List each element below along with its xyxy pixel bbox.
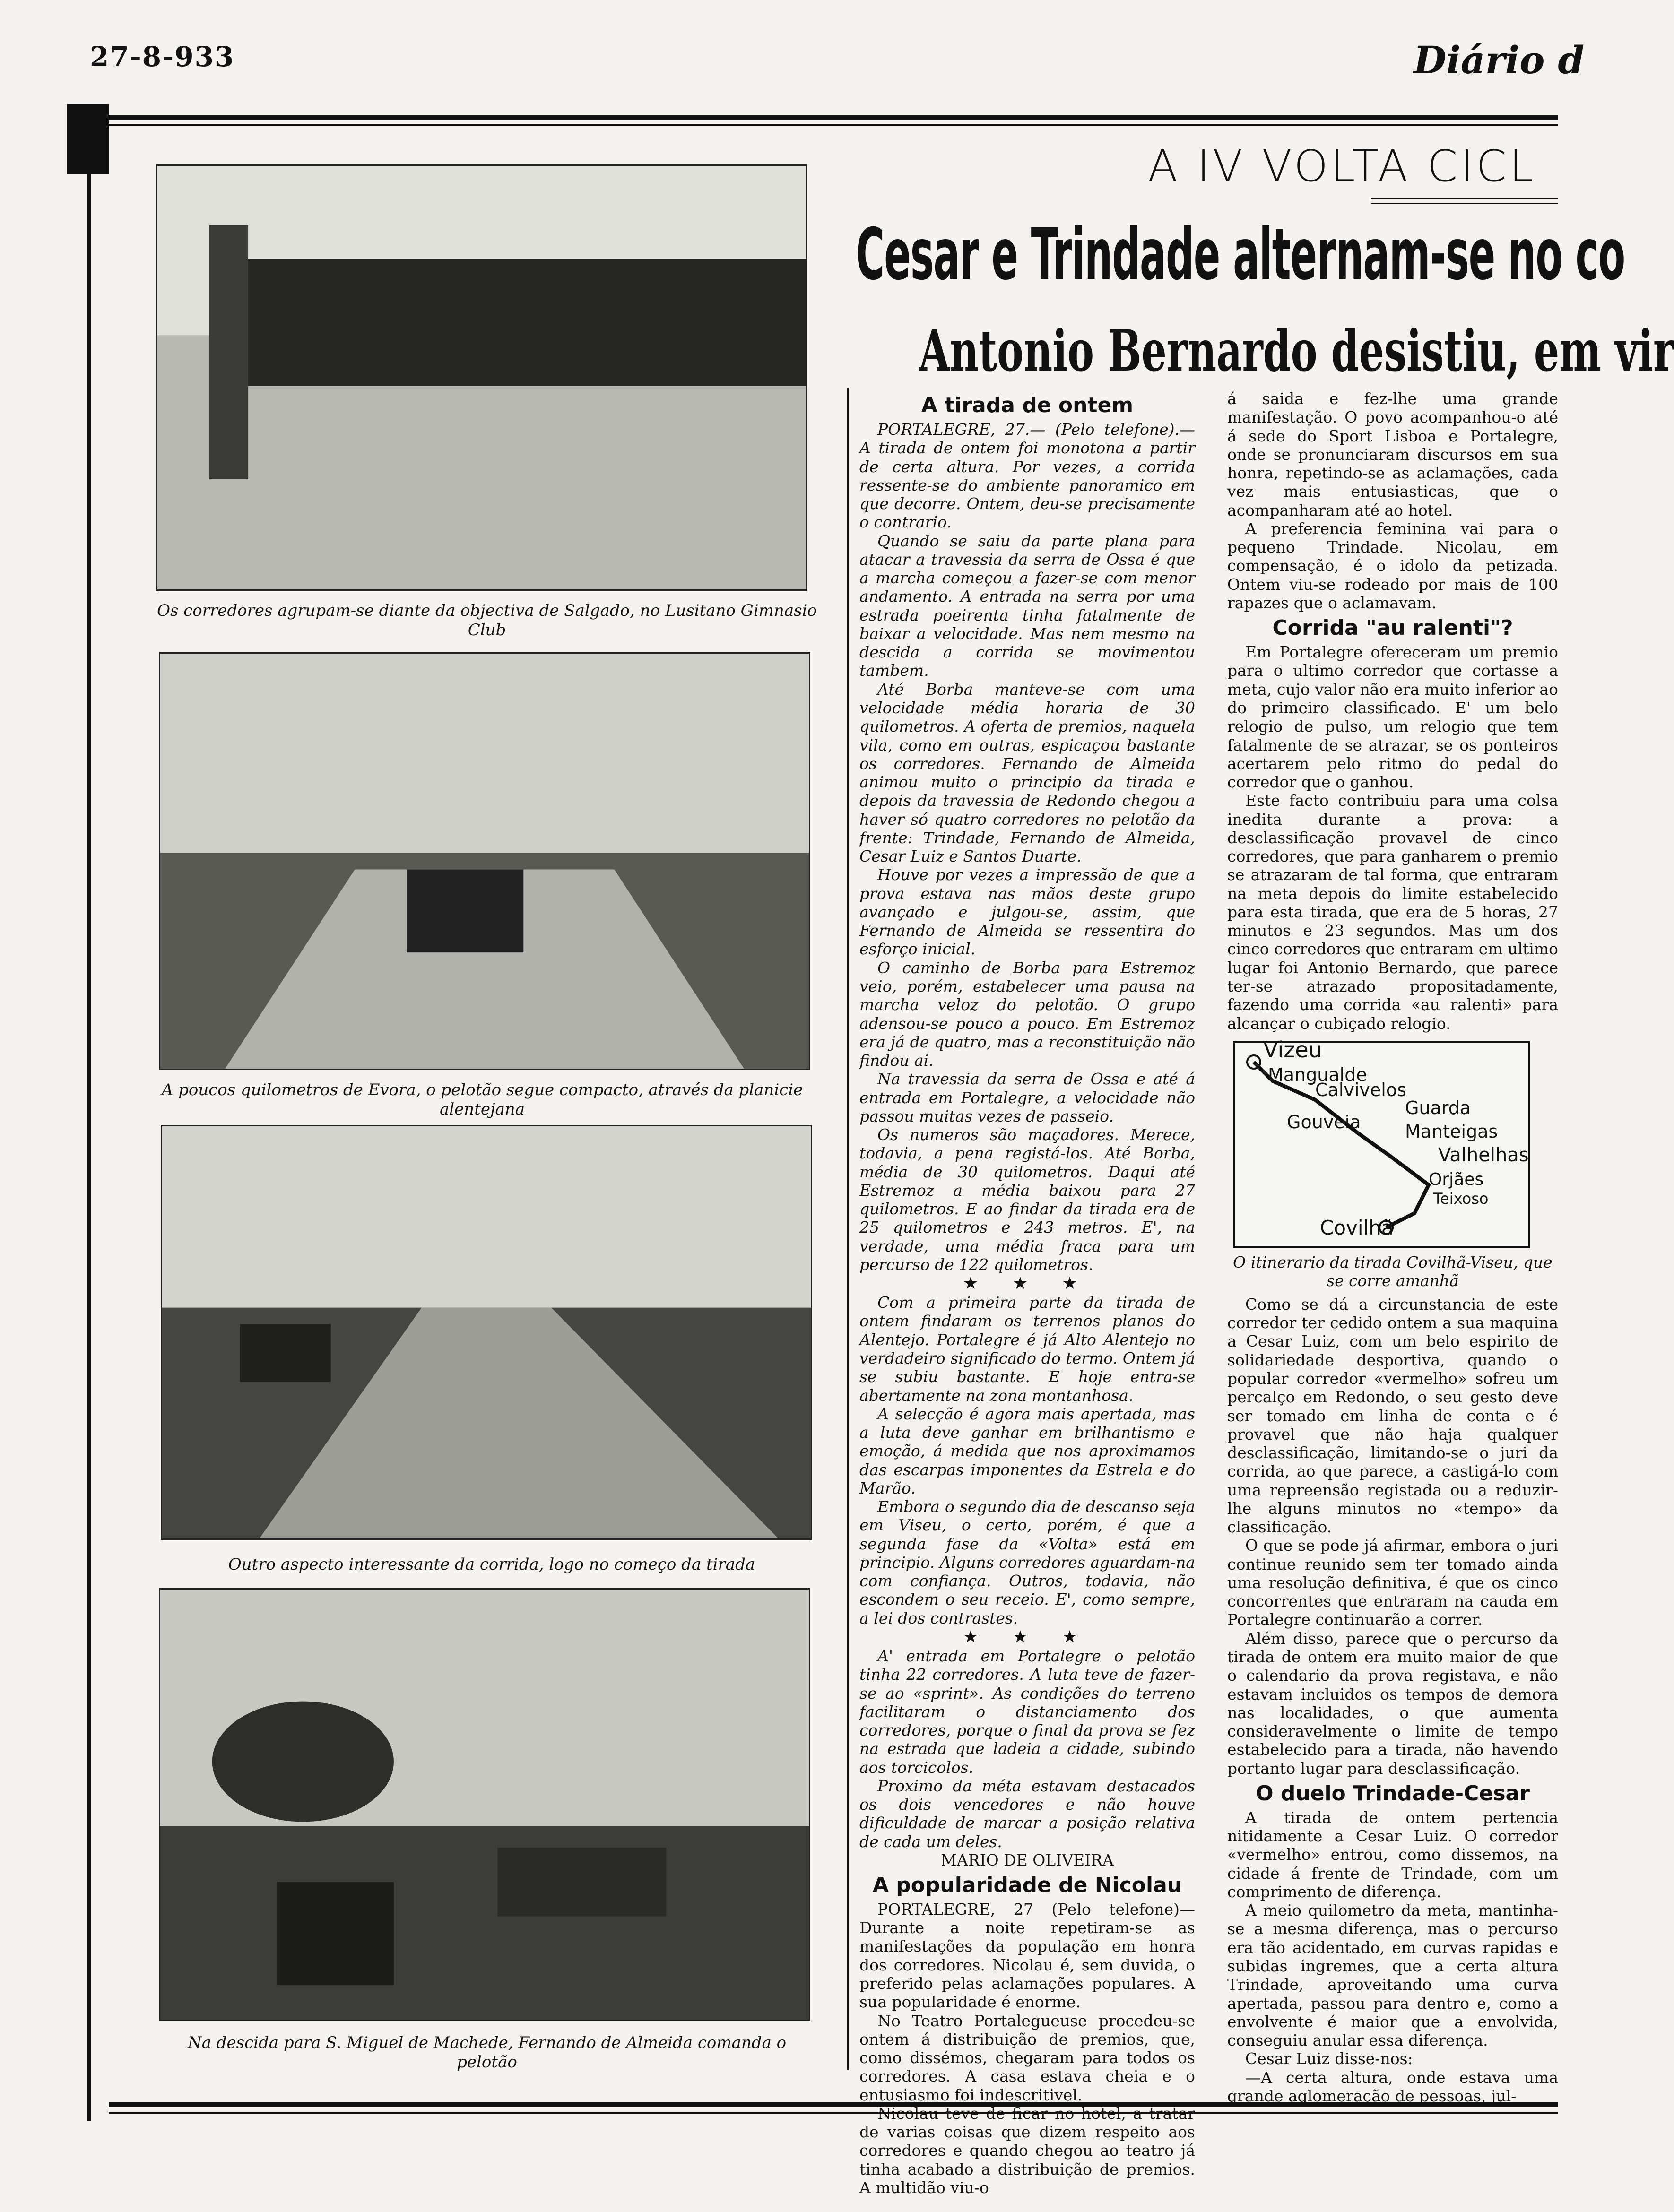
paragraph: Na travessia da serra de Ossa e até á entrada em Portalegre, a velocidade não passou muitas vezes de passeio. (859, 1070, 1195, 1125)
map-label: Calvivelos (1315, 1079, 1406, 1100)
photo-riders-group (156, 164, 807, 591)
photo-peloton-evora (159, 652, 810, 1070)
map-label: Vizeu (1263, 1037, 1322, 1063)
paragraph: A meio quilometro da meta, mantinha-se a mesma diferença, mas o percurso era tão acidentado, em curvas rapidas e subidas ingremes, que a certa altura Trindade, aproveitando uma curva apertada, passou para dentro e, como a envolvente é maior que a envolvida, conseguiu anular essa diferença. (1227, 1901, 1558, 2050)
paragraph: PORTALEGRE, 27 (Pelo telefone)— Durante a noite repetiram-se as manifestações da população em honra dos corredores. Nicolau é, sem duvida, o preferido pelas aclamações populares. A sua popularidade é enorme. (859, 1900, 1195, 2012)
subheadline: Antonio Bernardo desistiu, em vir (919, 318, 1674, 384)
map-label: Guarda (1405, 1097, 1471, 1118)
paragraph: No Teatro Portalegueuse procedeu-se ontem á distribuição de premios, que, como dissémos, chegaram para todos os corredores. A casa estava cheia e o entusiasmo foi indescritivel. (859, 2011, 1195, 2104)
column-rule (847, 388, 849, 2070)
left-margin-rule (87, 174, 91, 2121)
paragraph: Embora o segundo dia de descanso seja em Viseu, o certo, porém, é que a segunda fase da «Volta» está em principio. Alguns corredores aguardam-na com confiança. Outros, todavia, não escondem o seu receio. E', como sempre, a lei dos contrastes. (859, 1497, 1195, 1627)
paragraph: O caminho de Borba para Estremoz veio, porém, estabelecer uma pausa na marcha veloz do pelotão. O grupo adensou-se pouco a pouco. Em Estremoz era já de quatro, mas a reconstituição não findou ai. (859, 958, 1195, 1070)
author-signature: MARIO DE OLIVEIRA (941, 1850, 1114, 1869)
paragraph: Quando se saiu da parte plana para atacar a travessia da serra de Ossa é que a marcha começou a fazer-se com menor andamento. A entrada na serra por uma estrada poeirenta tinha fatalmente de baixar a velocidade. Mas nem mesmo na descida a corrida se movimentou tambem. (859, 531, 1195, 680)
section-divider-stars: ★ ★ ★ (963, 1627, 1092, 1647)
photo-caption-4: Na descida para S. Miguel de Machede, Fernando de Almeida comanda o pelotão (187, 2033, 787, 2072)
header-rule-top (109, 115, 1558, 120)
issue-date: 27-8-933 (90, 41, 235, 73)
article-title-tirada: A tirada de ontem (921, 393, 1134, 417)
photo-caption-3: Outro aspecto interessante da corrida, logo no começo da tirada (228, 1555, 755, 1574)
paragraph: Até Borba manteve-se com uma velocidade média horaria de 30 quilometros. A oferta de premios, naquela vila, como em outras, espicaçou bastante os corredores. Fernando de Almeida animou muito o principio da tirada e depois da travessia de Redondo chegou a haver só quatro corredores no pelotão da frente: Trindade, Fernando de Almeida, Cesar Luiz e Santos Duarte. (859, 680, 1195, 866)
paragraph: A' entrada em Portalegre o pelotão tinha 22 corredores. A luta teve de fazer-se ao «sprint». As condições do terreno facilitaram o distanciamento dos corredores, porque o final da prova se fez na estrada que ladeia a cidade, subindo aos torcicolos. (859, 1647, 1195, 1777)
paragraph: A selecção é agora mais apertada, mas a luta deve ganhar em brilhantismo e emoção, á medida que nos aproximamos das escarpas imponentes da Estrela e do Marão. (859, 1404, 1195, 1497)
section-rule (1371, 198, 1558, 199)
map-caption: O itinerario da tirada Covilhã-Viseu, que se corre amanhã (1233, 1253, 1553, 1290)
paragraph: á saida e fez-lhe uma grande manifestação. O povo acompanhou-o até á sede do Sport Lisboa e Portalegre, onde se pronunciaram discursos em sua honra, repetindo-se as aclamações, cada vez mais entusiasticas, que o acompanharam até ao hotel. (1227, 389, 1558, 519)
headline: Cesar e Trindade alternam-se no co (856, 214, 1625, 296)
paragraph: Os numeros são maçadores. Merece, todavia, a pena registá-los. Até Borba, média de 30 quilometros. Daqui até Estremoz a média baixou para 27 quilometros. E ao findar da tirada era de 25 quilometros e 243 metros. E', na verdade, uma média fraca para um percurso de 122 quilometros. (859, 1125, 1195, 1274)
map-label: Manteigas (1405, 1121, 1498, 1142)
paragraph: A preferencia feminina vai para o pequeno Trindade. Nicolau, em compensação, é o idolo da petizada. Ontem viu-se rodeado por mais de 100 rapazes que o aclamavam. (1227, 519, 1558, 612)
map-label: Covilhã (1320, 1216, 1394, 1239)
header-rule-bottom (109, 124, 1558, 126)
paragraph: Além disso, parece que o percurso da tirada de ontem era muito maior de que o calendario da prova registava, e não estavam incluidos os tempos de demora nas localidades, o que aumenta consideravelmente o limite de tempo estabelecido para a tirada, não havendo portanto lugar para desclassificação. (1227, 1629, 1558, 1778)
paragraph: Este facto contribuiu para uma colsa inedita durante a prova: a desclassificação provavel de cinco corredores, que para ganharem o premio se atrazaram de tal forma, que entraram na meta depois do limite estabelecido para esta tirada, que era de 5 horas, 27 minutos e 23 segundos. Mas um dos cinco corredores que entraram em ultimo lugar foi Antonio Bernardo, que parece ter-se atrazado propositadamente, fazendo uma corrida «au ralenti» para alcançar o cubiçado relogio. (1227, 791, 1558, 1033)
paragraph: Nicolau teve de ficar no hotel, a tratar de varias coisas que dizem respeito aos corredores e quando chegou ao teatro já tinha acabado a distribuição de premios. A multidão viu-o (859, 2104, 1195, 2197)
map-label: Mangualde (1268, 1064, 1367, 1085)
paragraph: —A certa altura, onde estava uma grande aglomeração de pessoas, jul- (1227, 2068, 1558, 2105)
section-title: A IV VOLTA CICL (1148, 141, 1536, 191)
newspaper-name: Diário d (1414, 38, 1585, 82)
corner-block (67, 104, 109, 174)
article-title-nicolau: A popularidade de Nicolau (872, 1873, 1182, 1897)
paragraph: Proximo da méta estavam destacados os dois vencedores e não houve dificuldade de marcar a posição relativa de cada um deles. (859, 1776, 1195, 1851)
paragraph: Com a primeira parte da tirada de ontem findaram os terrenos planos do Alentejo. Portalegre é já Alto Alentejo no verdadeiro significado do termo. Ontem já se subiu bastante. E hoje entra-se abertamente na zona montanhosa. (859, 1293, 1195, 1405)
photo-caption-2: A poucos quilometros de Evora, o pelotão segue compacto, através da planicie alentejana (161, 1080, 803, 1119)
paragraph: PORTALEGRE, 27.— (Pelo telefone).— A tirada de ontem foi monotona a partir de certa altura. Por vezes, a corrida ressente-se do ambiente panoramico em que decorre. Ontem, deu-se precisamente o contrario. (859, 420, 1195, 532)
paragraph: Houve por vezes a impressão de que a prova estava nas mãos deste grupo avançado e julgou-se, assim, que Fernando de Almeida se ressentira do esforço inicial. (859, 865, 1195, 959)
photo-descent (159, 1588, 810, 2021)
article-column-2 (1227, 389, 1558, 2105)
section-rule-2 (1371, 203, 1558, 204)
section-divider-stars: ★ ★ ★ (963, 1274, 1092, 1294)
paragraph: Como se dá a circunstancia de este corredor ter cedido ontem a sua maquina a Cesar Luiz, com um belo espirito de solidariedade desportiva, quando o popular corredor «vermelho» sofreu um percalço em Redondo, o seu gesto deve ser tomado em linha de conta e é provavel que não haja qualquer desclassificação, limitando-se o juri da corrida, ao que parece, a castigá-lo com uma repreensão registada ou a reduzir-lhe alguns minutos no «tempo» da classificação. (1227, 1295, 1558, 1537)
photo-race-start (161, 1125, 812, 1540)
photo-caption-1: Os corredores agrupam-se diante da objectiva de Salgado, no Lusitano Gimnasio Club (157, 601, 817, 639)
paragraph: O que se pode já afirmar, embora o juri continue reunido sem ter tomado ainda uma resolução definitiva, é que os cinco concorrentes que entraram na cauda em Portalegre continuarão a correr. (1227, 1536, 1558, 1629)
map-label: Orjães (1429, 1169, 1484, 1189)
article-title-duelo: O duelo Trindade-Cesar (1256, 1781, 1530, 1806)
paragraph: Cesar Luiz disse-nos: (1245, 2049, 1413, 2068)
route-map (1233, 1037, 1530, 1248)
map-label: Gouveia (1287, 1111, 1361, 1132)
article-column-1 (859, 389, 1195, 2197)
map-label: Valhelhas (1438, 1144, 1529, 1166)
map-label: Teixoso (1433, 1189, 1489, 1208)
article-title-ralenti: Corrida "au ralenti"? (1272, 616, 1513, 640)
footer-rule-thin (109, 2112, 1558, 2114)
paragraph: Em Portalegre ofereceram um premio para o ultimo corredor que cortasse a meta, cujo valor não era muito inferior ao do primeiro classificado. E' um belo relogio de pulso, um relogio que tem fatalmente de se atrazar, se os ponteiros acertarem pelo ritmo do pedal do corredor que o ganhou. (1227, 643, 1558, 792)
paragraph: A tirada de ontem pertencia nitidamente a Cesar Luiz. O corredor «vermelho» entrou, como dissemos, na cidade á frente de Trindade, com um comprimento de diferença. (1227, 1808, 1558, 1901)
